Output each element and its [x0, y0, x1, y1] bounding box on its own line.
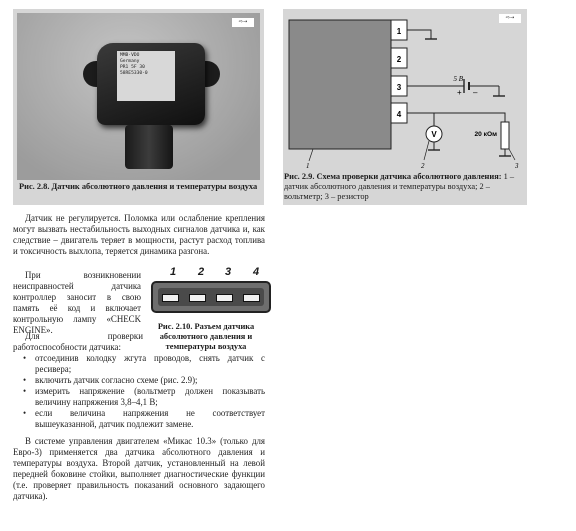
callout-3: 3: [515, 162, 519, 169]
figure-2-10: [151, 266, 277, 330]
paragraph-3: Для проверки работоспособности датчика:: [13, 331, 143, 352]
figure-2-9: [283, 9, 527, 205]
connector-pin-number: 2: [197, 266, 205, 278]
sensor-connector-neck: [125, 125, 173, 169]
connector-pin-4: [243, 294, 260, 302]
pin1-ground-wire: [407, 30, 431, 39]
figure-2-9-caption-title: Рис. 2.9. Схема проверки датчика абсолютного давления:: [284, 172, 502, 181]
battery-plus-sign: +: [457, 88, 462, 97]
pin-label-4: 4: [396, 110, 402, 119]
list-item: • включить датчик согласно схеме (рис. 2.9);: [13, 375, 265, 386]
pin-label-3: 3: [396, 83, 402, 92]
check-steps-list: [13, 353, 265, 430]
battery-voltage-label: 5 В: [453, 75, 463, 83]
list-item: • если величина напряжения не соответствует вышеуказанной, датчик подлежит замене.: [13, 408, 265, 430]
figure-2-8: [13, 9, 264, 205]
sensor-block: [289, 20, 391, 149]
list-item: • измерить напряжение (вольтметр должен показывать величину напряжения 3,8–4,1 В;: [13, 386, 265, 408]
voltmeter-label: V: [431, 130, 437, 139]
sensor-sticker: [117, 51, 175, 101]
connector-pin-2: [189, 294, 206, 302]
battery-minus-sign: –: [473, 88, 478, 97]
callout-2: 2: [421, 162, 425, 169]
diagram-corner-tag: ⇨→: [499, 14, 521, 23]
connector-pin-3: [216, 294, 233, 302]
callout-line-3: [509, 149, 515, 160]
sensor-sticker-line: MMB·VDO: [120, 53, 140, 58]
connector-pin-number: 1: [169, 266, 177, 278]
figure-2-9-caption: [284, 172, 527, 202]
callout-line-1: [309, 149, 313, 161]
figure-2-8-caption: Рис. 2.8. Датчик абсолютного давления и температуры воздуха: [19, 182, 258, 191]
paragraph-1: Датчик не регулируется. Поломка или ослабление крепления могут вызвать нестабильность выходных сигналов датчика и, как следствие – двигатель теряет в мощности, растут расход топлива и токсичность выхлопа, теряется динамика разгона.: [13, 213, 265, 256]
pin-label-2: 2: [396, 55, 402, 64]
sensor-sticker-line: Germany: [120, 59, 140, 64]
connector-plug: [151, 281, 271, 313]
photo-corner-tag: ⇨→: [232, 18, 254, 27]
connector-pin-1: [162, 294, 179, 302]
pin-label-1: 1: [396, 27, 402, 36]
connector-pin-number: 3: [224, 266, 232, 278]
sensor-photo: [17, 13, 260, 180]
connector-socket: [158, 288, 264, 306]
connector-pin-number: 4: [252, 266, 260, 278]
pin4-wire: [407, 113, 505, 122]
paragraph-2: При возникновении неисправностей датчика контроллер заносит в свою память её код и включает контрольную лампу «CHECK ENGINE».: [13, 270, 141, 335]
figure-2-9-caption-text: 1 – датчик абсолютного давления и температуры воздуха; 2 – вольтметр; 3 – резистор: [284, 172, 515, 201]
test-circuit-diagram: [283, 9, 527, 169]
resistor-value-label: 20 кОм: [474, 131, 497, 138]
callout-1: 1: [306, 162, 310, 169]
sensor-sticker-line: PR1 5F 30: [120, 65, 145, 70]
list-item: • отсоединив колодку жгута проводов, снять датчик с ресивера;: [13, 353, 265, 375]
sensor-sticker-line: 58RE5330-0: [120, 71, 148, 76]
paragraph-4: В системе управления двигателем «Микас 10.3» (только для Евро-3) применяется два датчика абсолютного давления и температуры воздуха. Второй датчик, установленный на левой передней боковине стойки, выполняет диагностические функции (т.е. проверяет правильность показаний основного задающего датчика).: [13, 436, 265, 501]
resistor-symbol: [501, 122, 509, 149]
figure-2-10-caption: Рис. 2.10. Разъем датчика абсолютного давления и температуры воздуха: [157, 322, 255, 351]
